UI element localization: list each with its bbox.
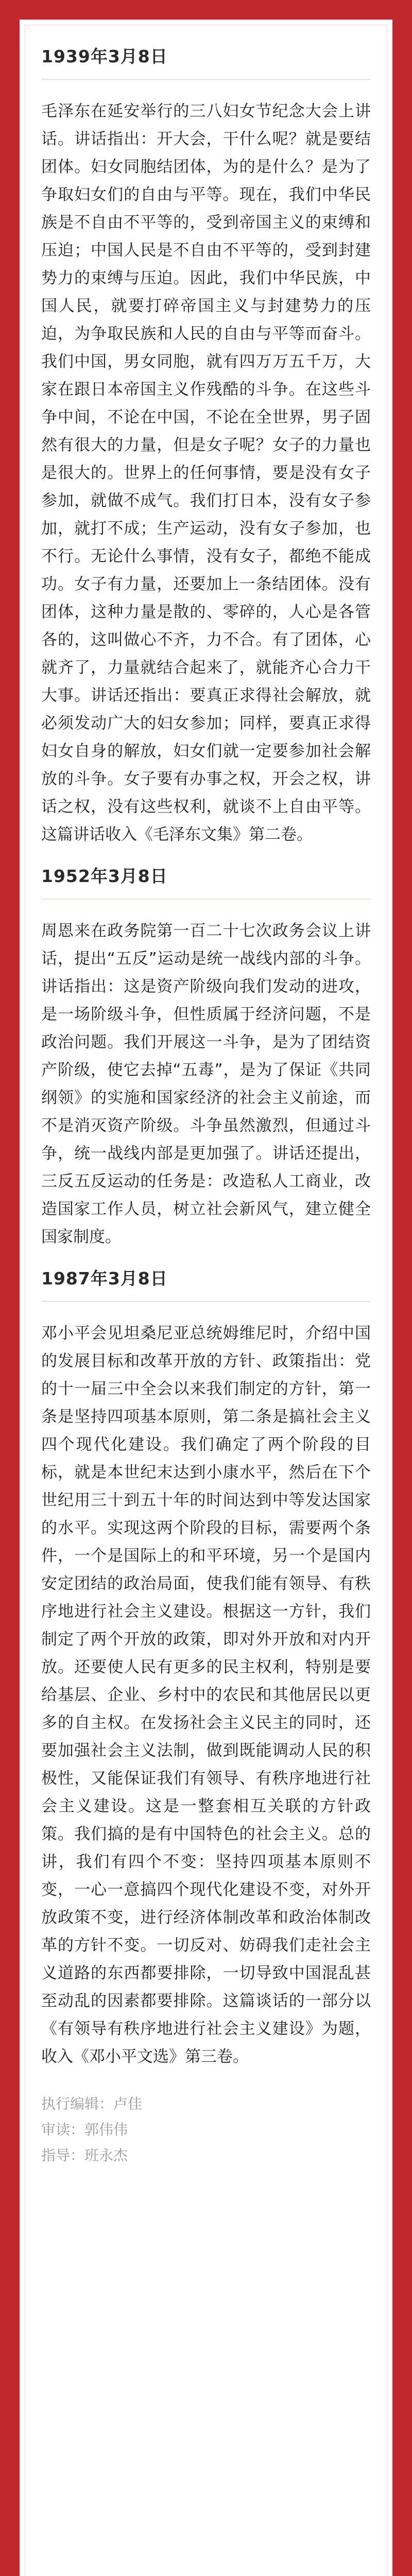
entry-date: 1939年3月8日 [41, 46, 168, 66]
credits [41, 2091, 371, 2168]
entry-text: 周恩来在政务院第一百二十七次政务会议上讲话，提出“五反”运动是统一战线内部的斗争。讲话指出：这是资产阶级向我们发动的进攻，是一场阶级斗争，但性质属于经济问题，不是政治问题。我们开展这一斗争，是为了团结资产阶级，使它去掉“五毒”，是为了保证《共同纲领》的实施和国家经济的社会主义前途，而不是消灭资产阶级。斗争虽然激烈，但通过斗争，统一战线内部是更加强了。讲话还提出，三反五反运动的任务是：改造私人工商业，改造国家工作人员，树立社会新风气，建立健全国家制度。 [41, 922, 371, 1246]
entry-1987 [41, 1265, 371, 2071]
content-panel [20, 20, 392, 2576]
credit-editor: 执行编辑：卢佳 [41, 2095, 143, 2112]
entry-text: 邓小平会见坦桑尼亚总统姆维尼时，介绍中国的发展目标和改革开放的方针、政策指出：党的十一届三中全会以来我们制定的方针，第一条是坚持四项基本原则，第二条是搞社会主义四个现代化建设。我们确定了两个阶段的目标，就是本世纪末达到小康水平，然后在下个世纪用三十到五十年的时间达到中等发达国家的水平。实现这两个阶段的目标，需要两个条件，一个是国际上的和平环境，另一个是国内安定团结的政治局面，使我们能有领导、有秩序地进行社会主义建设。根据这一方针，我们制定了两个开放的政策，即对外开放和对内开放。还要使人民有更多的民主权利，特别是要给基层、企业、乡村中的农民和其他居民以更多的自主权。在发扬社会主义民主的同时，还要加强社会主义法制，做到既能调动人民的积极性，又能保证我们有领导、有秩序地进行社会主义建设。这是一整套相互关联的方针政策。我们搞的是有中国特色的社会主义。总的讲，我们有四个不变：坚持四项基本原则不变，一心一意搞四个现代化建设不变，对外开放政策不变，进行经济体制改革和政治体制改革的方针不变。一切反对、妨碍我们走社会主义道路的东西都要排除，一切导致中国混乱甚至动乱的因素都要排除。这篇谈话的一部分以《有领导有秩序地进行社会主义建设》为题，收入《邓小平文选》第三卷。 [41, 1324, 371, 2066]
entry-text: 毛泽东在延安举行的三八妇女节纪念大会上讲话。讲话指出：开大会，干什么呢？就是要结团体。妇女同胞结团体，为的是什么？是为了争取妇女们的自由与平等。现在，我们中华民族是不自由不平等的，受到帝国主义的束缚和压迫；中国人民是不自由不平等的，受到封建势力的束缚与压迫。因此，我们中华民族，中国人民，就要打碎帝国主义与封建势力的压迫，为争取民族和人民的自由与平等而奋斗。我们中国，男女同胞，就有四万万五千万，大家在跟日本帝国主义作残酷的斗争。在这些斗争中间，不论在中国，不论在全世界，男子固然有很大的力量，但是女子呢？女子的力量也是很大的。世界上的任何事情，要是没有女子参加，就做不成气。我们打日本，没有女子参加，就打不成；生产运动，没有女子参加，也不行。无论什么事情，没有女子，都绝不能成功。女子有力量，还要加上一条结团体。没有团体，这种力量是散的、零碎的，人心是各管各的，这叫做心不齐，力不合。有了团体，心就齐了，力量就结合起来了，就能齐心合力干大事。讲话还指出：要真正求得社会解放，就必须发动广大的妇女参加；同样，要真正求得妇女自身的解放，妇女们就一定要参加社会解放的斗争。女子要有办事之权，开会之权，讲话之权，没有这些权利，就谈不上自由平等。这篇讲话收入《毛泽东文集》第二卷。 [41, 102, 371, 844]
entry-date: 1952年3月8日 [41, 866, 168, 886]
date-divider [41, 79, 371, 80]
date-divider [41, 899, 371, 900]
credit-advisor: 指导：班永杰 [41, 2147, 128, 2164]
credit-reviewer: 审读：郭伟伟 [41, 2121, 128, 2138]
entry-date: 1987年3月8日 [41, 1268, 168, 1289]
entry-1939 [41, 43, 371, 849]
entry-1952 [41, 863, 371, 1251]
date-divider [41, 1301, 371, 1302]
